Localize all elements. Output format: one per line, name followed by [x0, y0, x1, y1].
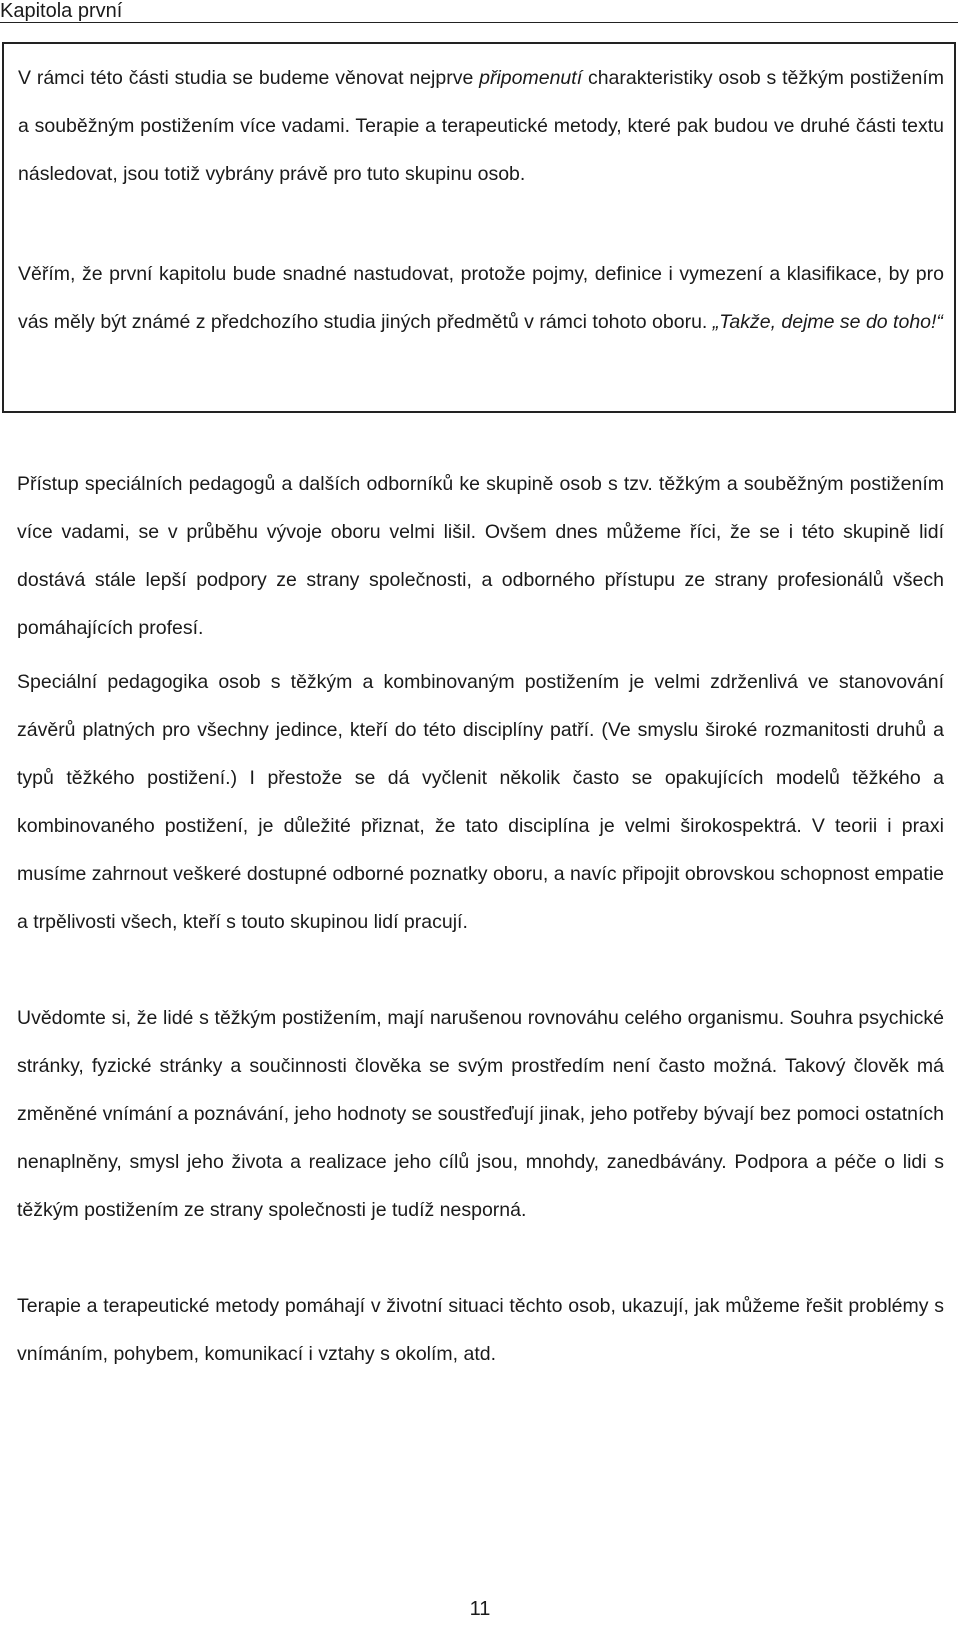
intro-paragraph-1-end: charakteristiky osob s těžkým postižením a souběžným postižením více vadami. Terapie a terapeutické metody, které pak budou ve druhé části textu následovat, jsou totiž vybrány právě pro tuto skupinu osob.	[18, 67, 944, 185]
intro-paragraph-1	[18, 54, 944, 198]
intro-box	[2, 42, 956, 413]
intro-paragraph-2	[18, 250, 944, 346]
intro-paragraph-2-quote: „Takže, dejme se do toho!“	[712, 311, 943, 333]
intro-paragraph-1-start: V rámci této části studia se budeme věnovat nejprve	[18, 67, 480, 89]
body-paragraph-2: Speciální pedagogika osob s těžkým a kombinovaným postižením je velmi zdrženlivá ve stanovování závěrů platných pro všechny jedince, kteří do této disciplíny patří. (Ve smyslu široké rozmanitosti druhů a typů těžkého postižení.) I přestože se dá vyčlenit několik často se opakujících modelů těžkého a kombinovaného postižení, je důležité přiznat, že tato disciplína je velmi širokospektrá. V teorii i praxi musíme zahrnout veškeré dostupné odborné poznatky oboru, a navíc připojit obrovskou schopnost empatie a trpělivosti všech, kteří s touto skupinou lidí pracují.	[17, 671, 944, 933]
intro-paragraph-2-text: Věřím, že první kapitolu bude snadné nastudovat, protože pojmy, definice i vymezení a klasifikace, by pro vás měly být známé z předchozího studia jiných předmětů v rámci tohoto oboru.	[18, 263, 944, 333]
body-paragraph-4: Terapie a terapeutické metody pomáhají v životní situaci těchto osob, ukazují, jak můžeme řešit problémy s vnímáním, pohybem, komunikací i vztahy s okolím, atd.	[17, 1295, 944, 1365]
running-header	[0, 0, 958, 23]
page-number: 11	[469, 1598, 491, 1620]
intro-paragraph-1-emphasis: připomenutí	[479, 67, 583, 89]
body-paragraph-3: Uvědomte si, že lidé s těžkým postižením, mají narušenou rovnováhu celého organismu. Souhra psychické stránky, fyzické stránky a součinnosti člověka se svým prostředím není často možná. Takový člověk má změněné vnímání a poznávání, jeho hodnoty se soustřeďují jinak, jeho potřeby bývají bez pomoci ostatních nenaplněny, smysl jeho života a realizace jeho cílů jsou, mnohdy, zanedbávány. Podpora a péče o lidi s těžkým postižením ze strany společnosti je tudíž nesporná.	[17, 1007, 944, 1221]
chapter-title: Kapitola první	[0, 0, 123, 22]
body-paragraph-1: Přístup speciálních pedagogů a dalších odborníků ke skupině osob s tzv. těžkým a souběžným postižením více vadami, se v průběhu vývoje oboru velmi lišil. Ovšem dnes můžeme říci, že se i této skupině lidí dostává stále lepší podpory ze strany společnosti, a odborného přístupu ze strany profesionálů všech pomáhajících profesí.	[17, 473, 944, 639]
